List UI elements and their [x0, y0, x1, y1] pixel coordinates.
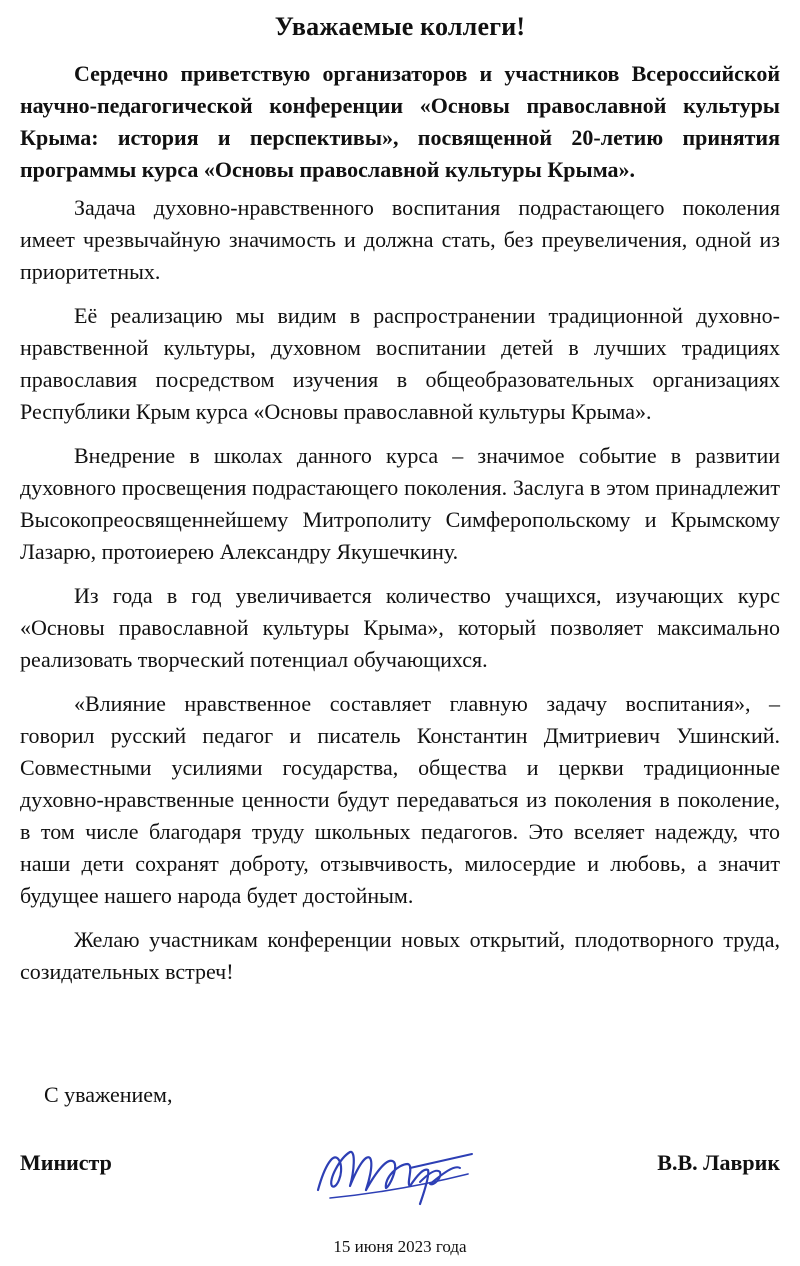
letter-title: Уважаемые коллеги!	[274, 12, 526, 41]
signer-position: Министр	[20, 1150, 112, 1175]
lead-paragraph: Сердечно приветствую организаторов и участников Всероссийской научно-педагогической конференции «Основы православной культуры Крыма: история и перспективы», посвященной 20-летию принятия программы курса «Основы православной культуры Крыма».	[20, 61, 780, 182]
letter-page	[20, 0, 780, 1000]
body-paragraph-5: «Влияние нравственное составляет главную задачу воспитания», – говорил русский педагог и писатель Константин Дмитриевич Ушинский. Совместными усилиями государства, общества и церкви традиционные духовно-нравственные ценности будут передаваться из поколения в поколение, в том числе благодаря труду школьных педагогов. Это вселяет надежду, что наши дети сохранят доброту, отзывчивость, милосердие и любовь, а значит будущее нашего народа будет достойным.	[20, 691, 780, 908]
body-paragraph-1: Задача духовно-нравственного воспитания подрастающего поколения имеет чрезвычайную значимость и должна стать, без преувеличения, одной из приоритетных.	[20, 195, 780, 284]
handwritten-signature	[310, 1128, 480, 1208]
letter-date: 15 июня 2023 года	[333, 1237, 467, 1256]
body-paragraph-2: Её реализацию мы видим в распространении традиционной духовно-нравственной культуры, духовном воспитании детей в лучших традициях православия посредством изучения в общеобразовательных организациях Республики Крым курса «Основы православной культуры Крыма».	[20, 303, 780, 424]
signer-name: В.В. Лаврик	[657, 1150, 780, 1175]
body-paragraph-3: Внедрение в школах данного курса – значимое событие в развитии духовного просвещения подрастающего поколения. Заслуга в этом принадлежит Высокопреосвященнейшему Митрополиту Симферопольскому и Крымскому Лазарю, протоиерею Александру Якушечкину.	[20, 443, 780, 564]
signature-block	[20, 1148, 780, 1228]
body-paragraph-6: Желаю участникам конференции новых открытий, плодотворного труда, созидательных встреч!	[20, 927, 780, 984]
body-paragraph-4: Из года в год увеличивается количество учащихся, изучающих курс «Основы православной культуры Крыма», который позволяет максимально реализовать творческий потенциал обучающихся.	[20, 583, 780, 672]
closing-phrase: С уважением,	[44, 1082, 173, 1107]
